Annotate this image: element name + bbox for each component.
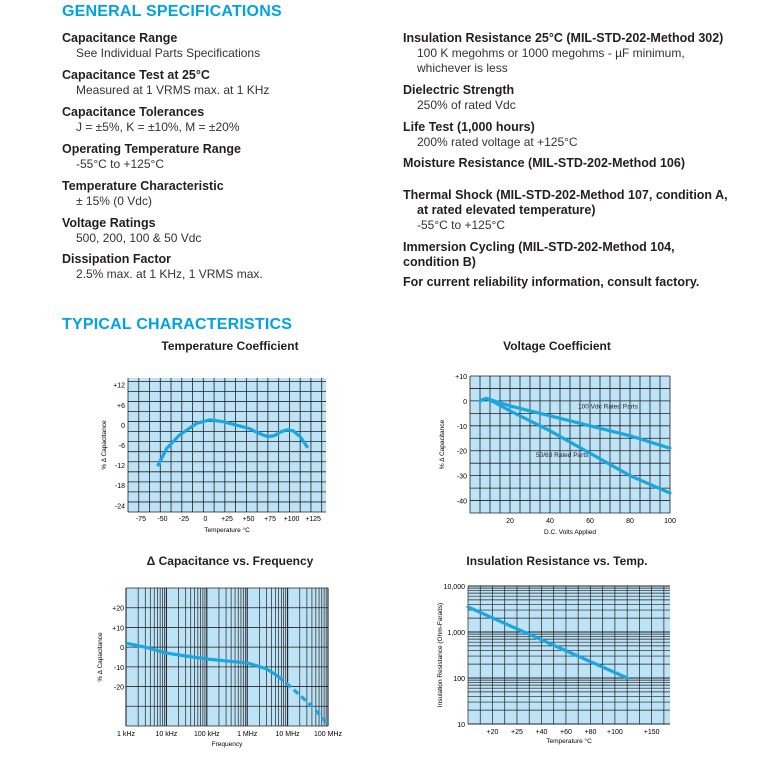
y-tick-label: +20 (112, 605, 124, 613)
x-tick-label: +100 (283, 516, 300, 523)
spec-heading: Dissipation Factor (62, 252, 172, 266)
x-tick-label: 100 MHz (313, 731, 343, 738)
y-tick-label: 10 (457, 722, 465, 729)
spec-detail: 2.5% max. at 1 KHz, 1 VRMS max. (76, 267, 263, 281)
spec-heading: Thermal Shock (MIL-STD-202-Method 107, condition A, (403, 188, 728, 202)
y-tick-label: -40 (456, 498, 467, 506)
spec-heading-cont: at rated elevated temperature) (417, 203, 596, 217)
spec-thermal-shock (403, 188, 763, 233)
y-axis-label: % Δ Capacitance (439, 419, 446, 470)
x-tick-label: 40 (546, 518, 554, 525)
y-tick-label: -10 (456, 423, 467, 431)
series-label-100vdc: 100 Vdc Rated Parts (578, 403, 638, 411)
x-tick-label: 80 (626, 518, 634, 525)
x-tick-label: +125 (305, 516, 321, 523)
spec-detail: 250% of rated Vdc (417, 98, 516, 112)
x-tick-label: -25 (178, 516, 190, 523)
y-tick-label: 1,000 (447, 630, 465, 637)
y-tick-label: -20 (456, 448, 467, 456)
y-tick-label: -30 (456, 473, 467, 481)
x-tick-label: -50 (157, 516, 168, 523)
x-axis-label: Temperature °C (546, 738, 592, 745)
spec-heading: Operating Temperature Range (62, 142, 241, 156)
capacitance-vs-frequency-chart (90, 578, 350, 750)
spec-dielectric-strength (403, 83, 763, 113)
x-tick-label: 10 kHz (155, 731, 178, 738)
x-tick-label: +50 (242, 516, 255, 523)
spec-heading: Insulation Resistance 25°C (MIL-STD-202-Method 302) (403, 31, 724, 45)
spec-heading: Life Test (1,000 hours) (403, 120, 535, 134)
y-tick-label: 10,000 (443, 584, 465, 591)
y-tick-label: 0 (120, 645, 124, 653)
plot-area (126, 588, 328, 726)
spec-heading: Capacitance Test at 25°C (62, 68, 210, 82)
y-tick-label: -10 (113, 664, 124, 672)
general-specifications-title: GENERAL SPECIFICATIONS (62, 3, 282, 20)
typical-characteristics-title: TYPICAL CHARACTERISTICS (62, 316, 293, 333)
spec-heading: Capacitance Range (62, 31, 178, 45)
spec-capacitance-test (62, 68, 382, 98)
y-tick-label: -12 (114, 463, 125, 471)
spec-detail: 500, 200, 100 & 50 Vdc (76, 231, 202, 245)
x-axis-label: D.C. Volts Applied (543, 529, 597, 536)
x-tick-label: +40 (535, 729, 548, 736)
x-tick-label: +150 (643, 729, 660, 736)
reliability-note: For current reliability information, consult factory. (403, 275, 700, 289)
spec-dissipation-factor (62, 252, 382, 282)
spec-detail: Measured at 1 VRMS max. at 1 KHz (76, 83, 270, 97)
spec-detail: 100 K megohms or 1000 megohms - µF minimum, (417, 46, 685, 60)
y-tick-label: 0 (121, 422, 125, 430)
spec-capacitance-range (62, 31, 382, 61)
x-tick-label: +25 (221, 516, 233, 523)
x-tick-label: +100 (607, 729, 623, 736)
spec-temperature-characteristic (62, 179, 382, 209)
x-tick-label: +80 (584, 729, 597, 736)
spec-detail: ± 15% (0 Vdc) (76, 194, 152, 208)
spec-voltage-ratings (62, 216, 382, 246)
series-label-50-63: 50/63 Rated Parts (536, 451, 589, 459)
x-tick-label: 100 kHz (193, 731, 220, 738)
spec-heading: Temperature Characteristic (62, 179, 224, 193)
x-tick-label: +75 (264, 516, 276, 523)
y-axis-label: % Δ Capacitance (101, 420, 108, 470)
spec-detail: See Individual Parts Specifications (76, 46, 261, 60)
spec-heading: Dielectric Strength (403, 83, 515, 97)
x-tick-label: 20 (506, 518, 514, 525)
y-tick-label: 0 (463, 398, 467, 406)
spec-heading: Voltage Ratings (62, 216, 156, 230)
y-tick-label: +6 (117, 402, 125, 410)
x-tick-label: 60 (586, 518, 594, 525)
x-tick-label: 0 (203, 516, 208, 523)
spec-heading-cont: condition B) (403, 255, 476, 269)
spec-immersion-cycling (403, 240, 763, 270)
y-tick-label: +12 (113, 382, 125, 390)
voltage-coefficient-chart (420, 368, 685, 538)
y-axis-label: Insulation Resistance (Ohm-Farads) (437, 602, 444, 708)
x-tick-label: 1 MHz (237, 731, 258, 738)
chart-title-voltage-coefficient: Voltage Coefficient (503, 339, 611, 353)
spec-operating-temperature (62, 142, 382, 172)
spec-life-test (403, 120, 763, 150)
spec-detail: -55°C to +125°C (417, 218, 505, 232)
x-axis-label: Temperature °C (204, 527, 250, 534)
x-tick-label: 100 (664, 518, 676, 525)
spec-detail: J = ±5%, K = ±10%, M = ±20% (76, 120, 240, 134)
y-tick-label: -24 (114, 503, 125, 511)
y-tick-label: -6 (118, 443, 125, 450)
y-tick-label: 100 (453, 676, 465, 683)
y-tick-label: -20 (113, 684, 124, 692)
spec-heading: Moisture Resistance (MIL-STD-202-Method 106) (403, 156, 685, 170)
x-tick-label: 10 MHz (275, 731, 300, 738)
chart-title-insulation-resistance: Insulation Resistance vs. Temp. (466, 554, 648, 568)
temperature-coefficient-chart (90, 368, 330, 538)
y-tick-label: +10 (455, 374, 467, 381)
x-axis-label: Frequency (211, 741, 243, 748)
spec-heading: Capacitance Tolerances (62, 105, 205, 119)
x-tick-label: +60 (560, 729, 572, 736)
spec-detail: whichever is less (417, 61, 508, 75)
spec-insulation-resistance (403, 31, 763, 76)
spec-reliability-note (403, 275, 763, 290)
chart-title-capacitance-vs-frequency: Δ Capacitance vs. Frequency (146, 554, 314, 568)
insulation-resistance-chart (420, 578, 685, 750)
y-axis-label: % Δ Capacitance (97, 632, 104, 682)
spec-detail: 200% rated voltage at +125°C (417, 135, 578, 149)
x-tick-label: 1 kHz (117, 731, 135, 738)
spec-capacitance-tolerances (62, 105, 382, 135)
y-tick-label: -18 (114, 483, 125, 491)
spec-moisture-resistance (403, 156, 763, 171)
spec-detail: -55°C to +125°C (76, 157, 164, 171)
spec-heading: Immersion Cycling (MIL-STD-202-Method 104, (403, 240, 675, 254)
chart-title-temperature-coefficient: Temperature Coefficient (161, 339, 299, 353)
x-tick-label: +25 (511, 729, 523, 736)
y-tick-label: +10 (112, 625, 124, 633)
x-tick-label: +20 (486, 729, 499, 736)
x-tick-label: -75 (135, 516, 146, 523)
